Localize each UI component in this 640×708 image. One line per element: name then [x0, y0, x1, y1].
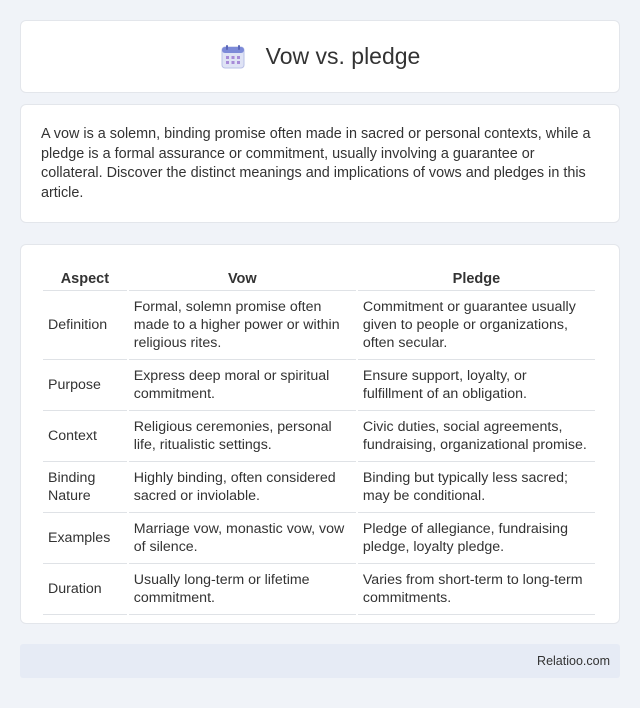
row-aspect: Purpose: [43, 360, 127, 411]
row-aspect: Binding Nature: [43, 462, 127, 513]
row-vow: Highly binding, often considered sacred or inviolable.: [129, 462, 356, 513]
row-pledge: Commitment or guarantee usually given to people or organizations, often secular.: [358, 291, 595, 360]
header-pledge: Pledge: [358, 265, 595, 291]
table-row: [43, 411, 595, 462]
table-row: [43, 360, 595, 411]
calendar-icon: [220, 44, 246, 70]
table-row: [43, 513, 595, 564]
header-vow: Vow: [129, 265, 356, 291]
row-aspect: Examples: [43, 513, 127, 564]
row-aspect: Definition: [43, 291, 127, 360]
intro-text: A vow is a solemn, binding promise often made in sacred or personal contexts, while a pledge is a formal assurance or commitment, usually involving a guarantee or collateral. Discover the distinct meanings and implications of vows and pledges in this article.: [41, 126, 591, 201]
row-vow: Express deep moral or spiritual commitment.: [129, 360, 356, 411]
row-vow: Marriage vow, monastic vow, vow of silence.: [129, 513, 356, 564]
footer: [20, 644, 620, 678]
header-aspect: Aspect: [43, 265, 127, 291]
table-row: [43, 291, 595, 360]
row-vow: Religious ceremonies, personal life, ritualistic settings.: [129, 411, 356, 462]
comparison-table: [41, 265, 597, 615]
row-aspect: Duration: [43, 564, 127, 615]
row-vow: Formal, solemn promise often made to a higher power or within religious rites.: [129, 291, 356, 360]
table-row: [43, 564, 595, 615]
table-row: [43, 462, 595, 513]
row-pledge: Ensure support, loyalty, or fulfillment of an obligation.: [358, 360, 595, 411]
comparison-card: [20, 244, 620, 624]
row-aspect: Context: [43, 411, 127, 462]
title-card: [20, 20, 620, 93]
row-vow: Usually long-term or lifetime commitment.: [129, 564, 356, 615]
table-header-row: [43, 265, 595, 291]
row-pledge: Pledge of allegiance, fundraising pledge, loyalty pledge.: [358, 513, 595, 564]
intro-card: [20, 104, 620, 223]
row-pledge: Varies from short-term to long-term commitments.: [358, 564, 595, 615]
row-pledge: Binding but typically less sacred; may be conditional.: [358, 462, 595, 513]
row-pledge: Civic duties, social agreements, fundraising, organizational promise.: [358, 411, 595, 462]
page-title: Vow vs. pledge: [265, 43, 421, 69]
footer-brand: Relatioo.com: [537, 654, 610, 668]
